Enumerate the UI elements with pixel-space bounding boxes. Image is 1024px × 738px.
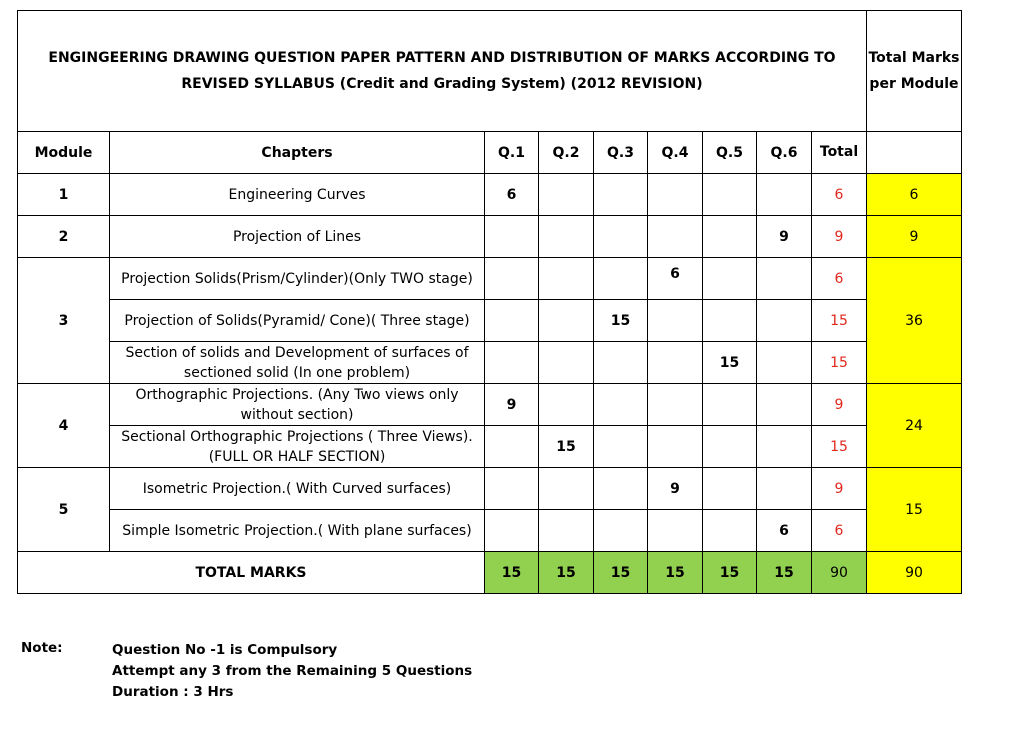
table-row [18,510,962,552]
q5-header: Q.5 [703,132,757,174]
q6-mark [757,426,812,468]
row-total: 15 [812,426,867,468]
chapter-name: Projection of Solids(Pyramid/ Cone)( Three stage) [110,300,485,342]
q4-mark: 6 [648,258,703,300]
q2-mark: 15 [539,426,594,468]
q6-mark [757,342,812,384]
module-number: 1 [18,174,110,216]
chapter-name: Section of solids and Development of surfaces of sectioned solid (In one problem) [110,342,485,384]
q3-mark [594,510,648,552]
table-row [18,426,962,468]
row-total: 6 [812,510,867,552]
q6-mark [757,300,812,342]
q5-total: 15 [703,552,757,594]
total-marks-label: TOTAL MARKS [18,552,485,594]
q3-mark [594,468,648,510]
q1-mark [485,258,539,300]
q1-mark [485,510,539,552]
q4-mark [648,216,703,258]
row-total: 9 [812,216,867,258]
q5-mark [703,300,757,342]
q3-mark [594,216,648,258]
q2-mark [539,342,594,384]
chapters-header: Chapters [110,132,485,174]
q4-mark [648,174,703,216]
chapter-name: Simple Isometric Projection.( With plane surfaces) [110,510,485,552]
table-row [18,258,962,300]
module-number: 5 [18,468,110,552]
q3-header: Q.3 [594,132,648,174]
module-number: 3 [18,258,110,384]
module-total: 24 [867,384,962,468]
q2-total: 15 [539,552,594,594]
grand-total: 90 [867,552,962,594]
q1-mark [485,342,539,384]
q1-header: Q.1 [485,132,539,174]
note-line: Duration : 3 Hrs [112,684,234,700]
q3-mark [594,426,648,468]
row-total: 15 [812,342,867,384]
q6-mark [757,468,812,510]
chapter-name: Engineering Curves [110,174,485,216]
module-total: 6 [867,174,962,216]
q1-mark: 9 [485,384,539,426]
q4-total: 15 [648,552,703,594]
row-total: 6 [812,174,867,216]
q5-mark [703,216,757,258]
q5-mark [703,426,757,468]
q5-mark [703,258,757,300]
q5-mark [703,384,757,426]
q5-mark [703,174,757,216]
row-total: 9 [812,384,867,426]
note-label: Note: [21,640,63,656]
q6-mark: 6 [757,510,812,552]
total-header: Total [812,132,867,174]
note-lines [112,640,512,703]
module-number: 4 [18,384,110,468]
module-total: 36 [867,258,962,384]
q2-mark [539,510,594,552]
table-row [18,342,962,384]
module-total: 9 [867,216,962,258]
row-total: 15 [812,300,867,342]
row-total: 9 [812,468,867,510]
q2-mark [539,216,594,258]
module-number: 2 [18,216,110,258]
q4-mark [648,384,703,426]
q2-mark [539,300,594,342]
q3-mark [594,384,648,426]
total-marks-per-module-header: Total Marks per Module [867,11,962,132]
q5-mark [703,468,757,510]
q3-mark [594,258,648,300]
q5-mark: 15 [703,342,757,384]
q2-mark [539,174,594,216]
totals-row [18,552,962,594]
table-row [18,300,962,342]
q1-mark [485,216,539,258]
chapter-name: Orthographic Projections. (Any Two views only without section) [110,384,485,426]
q6-mark [757,174,812,216]
q3-mark [594,174,648,216]
chapter-name: Projection of Lines [110,216,485,258]
q1-mark [485,300,539,342]
table-row [18,384,962,426]
q3-mark [594,342,648,384]
q5-mark [703,510,757,552]
page-title: ENGINGEERING DRAWING QUESTION PAPER PATTERN AND DISTRIBUTION OF MARKS ACCORDING TO REVISED SYLLABUS (Credit and Grading System) (2012 REVISION) [18,11,867,132]
q3-mark: 15 [594,300,648,342]
q3-total: 15 [594,552,648,594]
q1-total: 15 [485,552,539,594]
q6-mark [757,384,812,426]
q6-total: 15 [757,552,812,594]
chapter-name: Projection Solids(Prism/Cylinder)(Only TWO stage) [110,258,485,300]
empty-header-cell [867,132,962,174]
q2-mark [539,384,594,426]
q6-mark: 9 [757,216,812,258]
q4-mark: 9 [648,468,703,510]
note-line: Question No -1 is Compulsory [112,642,338,658]
table-row [18,174,962,216]
table-row [18,216,962,258]
module-header: Module [18,132,110,174]
overall-total: 90 [812,552,867,594]
q1-mark [485,468,539,510]
q1-mark: 6 [485,174,539,216]
q4-header: Q.4 [648,132,703,174]
row-total: 6 [812,258,867,300]
q2-mark [539,468,594,510]
q2-mark [539,258,594,300]
q4-mark [648,510,703,552]
q6-header: Q.6 [757,132,812,174]
q4-mark [648,342,703,384]
q6-mark [757,258,812,300]
module-total: 15 [867,468,962,552]
table-row [18,468,962,510]
q2-header: Q.2 [539,132,594,174]
note-line: Attempt any 3 from the Remaining 5 Questions [112,663,473,679]
chapter-name: Sectional Orthographic Projections ( Three Views).(FULL OR HALF SECTION) [110,426,485,468]
q4-mark [648,300,703,342]
q4-mark [648,426,703,468]
q1-mark [485,426,539,468]
marks-distribution-table [17,10,962,594]
chapter-name: Isometric Projection.( With Curved surfaces) [110,468,485,510]
